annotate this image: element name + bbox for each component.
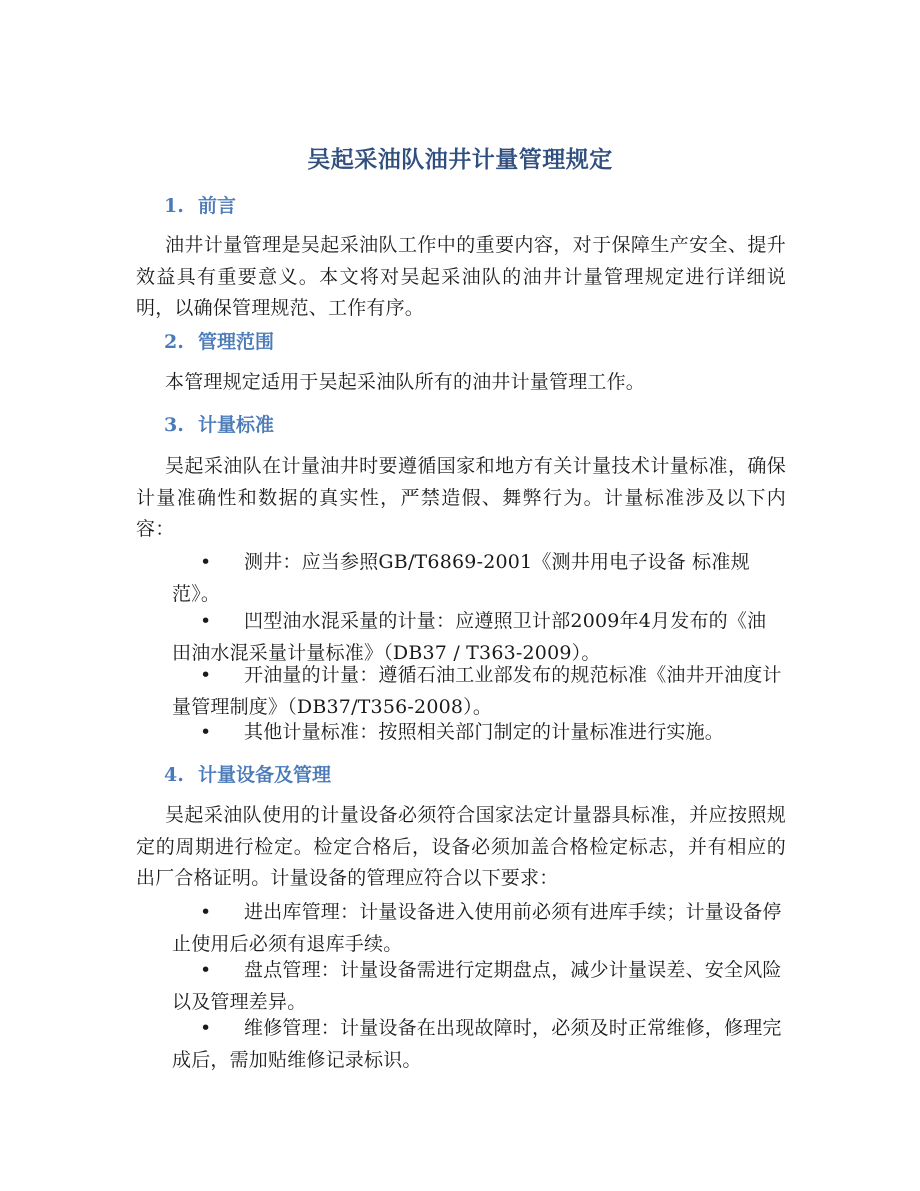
list-item-text: 维修管理：计量设备在出现故障时，必须及时正常维修，修理完成后，需加贴维修记录标识。 (172, 1017, 782, 1071)
section-heading-3 (164, 411, 274, 439)
list-item-text: 凹型油水混采量的计量：应遵照卫计部2009年4月发布的《油田油水混采量计量标准》（DB37 / T363-2009）。 (172, 610, 767, 664)
list-item-text: 盘点管理：计量设备需进行定期盘点，减少计量误差、安全风险以及管理差异。 (172, 959, 782, 1013)
list-item (172, 660, 782, 723)
section-number: 3. (164, 414, 184, 436)
paragraph: 吴起采油队使用的计量设备必须符合国家法定计量器具标准，并应按照规定的周期进行检定。检定合格后，设备必须加盖合格检定标志，并有相应的出厂合格证明。计量设备的管理应符合以下要求： (136, 804, 786, 889)
document-title: 吴起采油队油井计量管理规定 (307, 146, 613, 173)
section-number: 4. (164, 764, 184, 786)
section-heading-4 (164, 761, 331, 789)
section-heading-2 (164, 328, 274, 356)
paragraph: 本管理规定适用于吴起采油队所有的油井计量管理工作。 (165, 371, 646, 393)
list-item-text: 测井：应当参照GB/T6869-2001《测井用电子设备 标准规范》。 (172, 551, 750, 605)
section-number: 1. (164, 195, 184, 217)
bullet-icon: • (200, 901, 212, 923)
section-title: 计量设备及管理 (198, 764, 332, 786)
paragraph: 油井计量管理是吴起采油队工作中的重要内容，对于保障生产安全、提升效益具有重要意义。本文将对吴起采油队的油井计量管理规定进行详细说明，以确保管理规范、工作有序。 (136, 234, 786, 319)
section-heading-1 (164, 192, 236, 220)
list-item (172, 717, 782, 749)
list-item (172, 955, 782, 1018)
paragraph: 吴起采油队在计量油井时要遵循国家和地方有关计量技术计量标准，确保计量准确性和数据的真实性，严禁造假、舞弊行为。计量标准涉及以下内容： (136, 455, 786, 540)
list-item (172, 897, 782, 960)
bullet-icon: • (200, 959, 212, 981)
section-title: 前言 (198, 195, 237, 217)
section-number: 2. (164, 331, 184, 353)
bullet-icon: • (200, 610, 212, 632)
list-item-text: 进出库管理：计量设备进入使用前必须有进库手续；计量设备停止使用后必须有退库手续。 (172, 901, 782, 955)
list-item-text: 开油量的计量：遵循石油工业部发布的规范标准《油井开油度计量管理制度》（DB37/T356-2008）。 (172, 664, 782, 718)
section-title: 管理范围 (198, 331, 275, 353)
bullet-icon: • (200, 721, 212, 743)
bullet-icon: • (200, 1017, 212, 1039)
bullet-icon: • (200, 664, 212, 686)
list-item (172, 547, 782, 610)
list-item-text: 其他计量标准：按照相关部门制定的计量标准进行实施。 (244, 721, 725, 743)
bullet-icon: • (200, 551, 212, 573)
list-item (172, 1013, 782, 1076)
section-title: 计量标准 (198, 414, 275, 436)
